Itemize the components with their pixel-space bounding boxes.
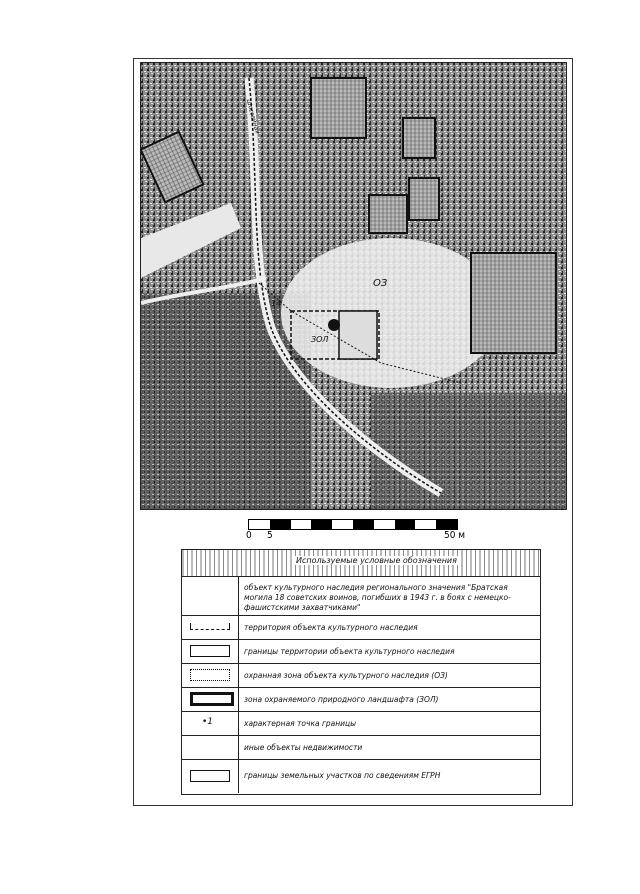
legend-text: объект культурного наследия регионального значения "Братская могила 18 советских воинов, погибших в 1943 г. в боях с немецко-фашистскими захватчиками" (244, 583, 511, 612)
legend (181, 549, 541, 795)
legend-row (182, 577, 540, 616)
legend-row (182, 664, 540, 688)
legend-text: охранная зона объекта культурного наследия (ОЗ) (244, 671, 448, 680)
legend-title: Используемые условные обозначения (292, 556, 461, 565)
area-label: ЗОЛ (311, 335, 329, 344)
street-label: Шоссейная (244, 98, 261, 135)
scale-fifty: 50 м (444, 530, 466, 541)
thin-box-symbol (190, 770, 230, 782)
legend-row (182, 688, 540, 712)
legend-row (182, 712, 540, 736)
dotted-box-symbol (190, 669, 230, 681)
legend-text: границы земельных участков по сведениям ЕГРН (244, 771, 441, 780)
legend-text: зона охраняемого природного ландшафта (ЗОЛ) (244, 695, 439, 704)
point-label: 14 (271, 299, 282, 308)
scale-bar (248, 519, 458, 530)
aerial-map (140, 62, 567, 510)
legend-text: границы территории объекта культурного наследия (244, 647, 455, 656)
legend-text: характерная точка границы (244, 719, 357, 728)
legend-row (182, 640, 540, 664)
outline-box-symbol (190, 645, 230, 657)
legend-row (182, 616, 540, 640)
zone-label: ОЗ (373, 278, 388, 289)
dashed-line-symbol (190, 623, 230, 630)
legend-text: территория объекта культурного наследия (244, 623, 418, 632)
scale-five: 5 (267, 530, 273, 541)
boundary-point-symbol: •1 (202, 717, 214, 727)
thick-box-symbol (190, 692, 234, 706)
aerial-photo (141, 63, 566, 509)
legend-row (182, 760, 540, 793)
legend-row (182, 736, 540, 760)
legend-header (182, 550, 540, 577)
legend-text: иные объекты недвижимости (244, 743, 363, 752)
scale-zero: 0 (246, 530, 252, 541)
